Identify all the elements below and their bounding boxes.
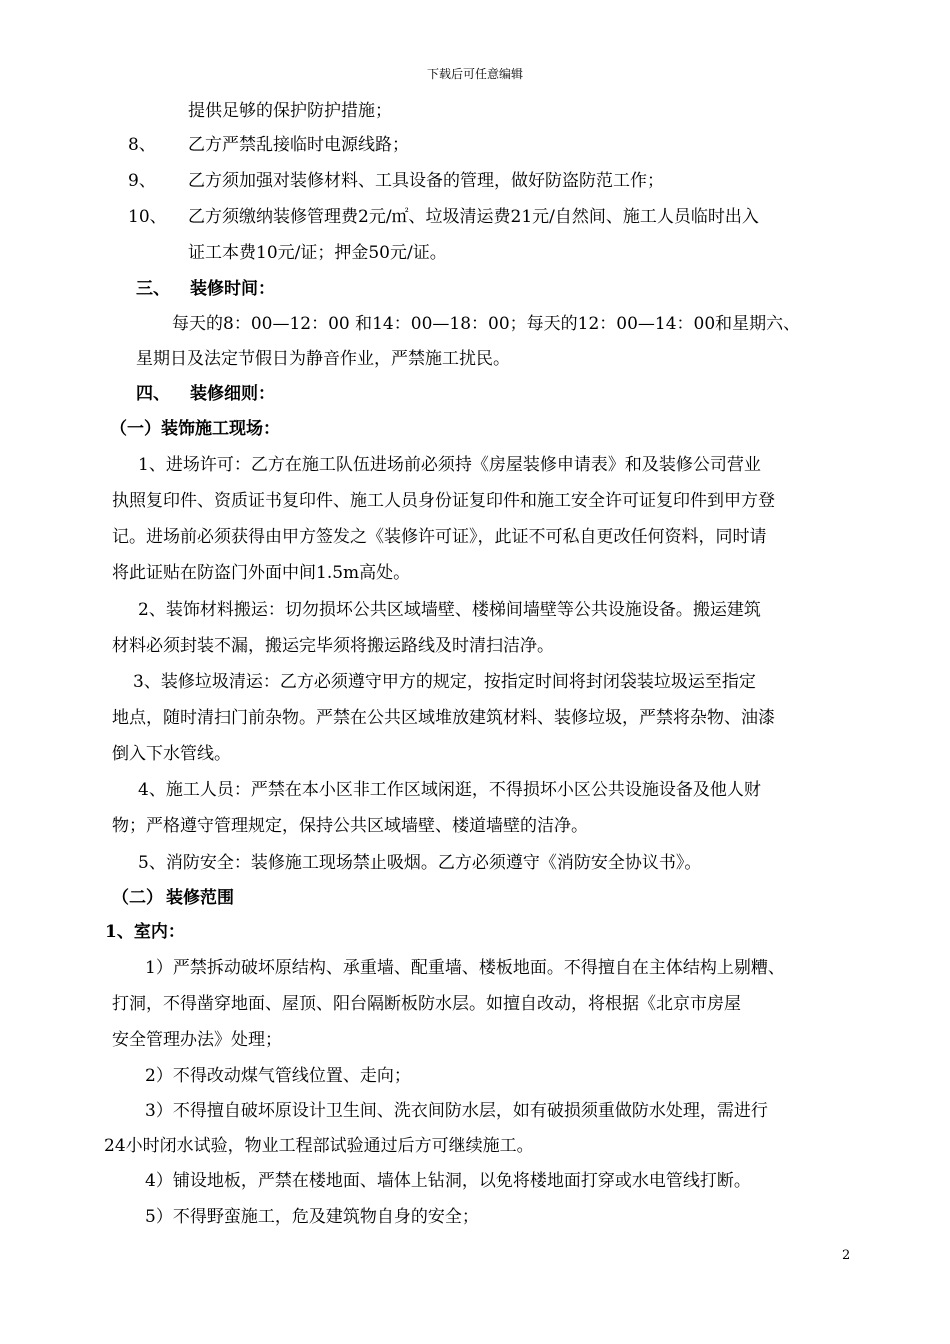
subsection-number: （二） — [112, 888, 163, 908]
subsection-title: 装修范围 — [166, 888, 234, 908]
text-line: 3、装修垃圾清运：乙方必须遵守甲方的规定，按指定时间将封闭袋装垃圾运至指定 — [133, 672, 756, 692]
text-line: 地点，随时清扫门前杂物。严禁在公共区域堆放建筑材料、装修垃圾，严禁将杂物、油漆 — [112, 708, 775, 728]
text-line: 4）铺设地板，严禁在楼地面、墙体上钻洞，以免将楼地面打穿或水电管线打断。 — [145, 1171, 751, 1191]
text-line: 将此证贴在防盗门外面中间1.5m高处。 — [112, 563, 411, 583]
subsection-title: （一）装饰施工现场： — [110, 419, 280, 439]
text-line: 星期日及法定节假日为静音作业，严禁施工扰民。 — [136, 349, 510, 369]
text-line: 24小时闭水试验，物业工程部试验通过后方可继续施工。 — [104, 1136, 534, 1156]
text-line: 5、消防安全：装修施工现场禁止吸烟。乙方必须遵守《消防安全协议书》。 — [138, 853, 702, 873]
text-line: 倒入下水管线。 — [112, 744, 231, 764]
text-line: 2）不得改动煤气管线位置、走向； — [145, 1066, 411, 1086]
text-line: 乙方须缴纳装修管理费2元/㎡、垃圾清运费21元/自然间、施工人员临时出入 — [188, 207, 759, 227]
text-line: 记。进场前必须获得由甲方签发之《装修许可证》，此证不可私自更改任何资料，同时请 — [112, 527, 767, 547]
text-line: 乙方须加强对装修材料、工具设备的管理，做好防盗防范工作； — [188, 171, 664, 191]
text-line: 物；严格遵守管理规定，保持公共区域墙壁、楼道墙壁的洁净。 — [112, 816, 588, 836]
text-line: 2、装饰材料搬运：切勿损坏公共区域墙壁、楼梯间墙壁等公共设施设备。搬运建筑 — [138, 600, 761, 620]
text-line: 1）严禁拆动破坏原结构、承重墙、配重墙、楼板地面。不得擅自在主体结构上剔糟、 — [145, 958, 785, 978]
section-title: 装修细则： — [190, 384, 275, 404]
item-number: 9、 — [128, 171, 156, 191]
item-number: 10、 — [128, 207, 167, 227]
section-number: 四、 — [136, 384, 170, 404]
text-line: 提供足够的保护防护措施； — [188, 101, 392, 121]
text-line: 1、进场许可：乙方在施工队伍进场前必须持《房屋装修申请表》和及装修公司营业 — [138, 455, 761, 475]
text-line: 乙方严禁乱接临时电源线路； — [188, 135, 409, 155]
text-line: 5）不得野蛮施工，危及建筑物自身的安全； — [145, 1207, 479, 1227]
page-number: 2 — [842, 1248, 851, 1263]
text-line: 执照复印件、资质证书复印件、施工人员身份证复印件和施工安全许可证复印件到甲方登 — [112, 491, 775, 511]
subsection-title: 1、室内： — [105, 922, 185, 942]
text-line: 证工本费10元/证；押金50元/证。 — [188, 243, 447, 263]
item-number: 8、 — [128, 135, 156, 155]
text-line: 每天的8：00—12：00 和14：00—18：00；每天的12：00—14：00和星期六、 — [172, 314, 801, 334]
text-line: 3）不得擅自破坏原设计卫生间、洗衣间防水层，如有破损须重做防水处理，需进行 — [145, 1101, 768, 1121]
section-number: 三、 — [136, 279, 170, 299]
text-line: 安全管理办法》处理； — [112, 1030, 282, 1050]
text-line: 4、施工人员：严禁在本小区非工作区域闲逛，不得损坏小区公共设施设备及他人财 — [138, 780, 761, 800]
page-header: 下载后可任意编辑 — [426, 67, 523, 81]
section-title: 装修时间： — [190, 279, 275, 299]
text-line: 材料必须封装不漏，搬运完毕须将搬运路线及时清扫洁净。 — [112, 636, 554, 656]
text-line: 打洞，不得凿穿地面、屋顶、阳台隔断板防水层。如擅自改动，将根据《北京市房屋 — [112, 994, 741, 1014]
